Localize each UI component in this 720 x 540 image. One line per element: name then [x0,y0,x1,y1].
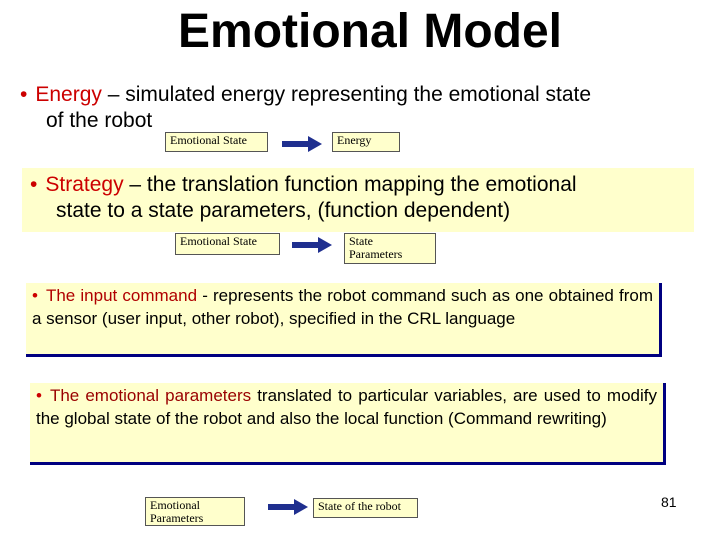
energy-keyword: Energy [35,83,102,106]
input-command-panel [26,283,662,357]
page-number: 81 [661,494,677,510]
energy-flow-from-box [165,132,268,152]
strategy-flow-to-label-line2: Parameters [349,247,403,261]
strategy-text-line1: – the translation function mapping the emotional [123,173,577,196]
input-command-text: - represents the robot command such as one obtained from a sensor (user input, other robot), specified in the CRL language [32,286,654,328]
energy-flow-to-label: Energy [337,133,372,147]
energy-bullet [20,82,710,134]
emotional-parameters-panel [30,383,666,465]
emotional-parameters-flow-from-line1: Emotional [150,498,200,512]
bullet-marker: • [20,83,28,106]
emotional-parameters-flow-to-box [313,498,418,518]
energy-flow-to-box [332,132,400,152]
emotional-parameters-text: translated to particular variables, are used to modify the global state of the robot and also the local function (Command rewriting) [36,386,657,428]
strategy-keyword: Strategy [45,173,124,196]
input-command-keyword: The input command [45,286,198,305]
strategy-flow-to-box [344,233,436,264]
energy-text-line1: – simulated energy representing the emotional state [101,83,592,106]
bullet-marker: • [32,286,38,305]
strategy-panel [22,168,694,232]
slide-title: Emotional Model [178,5,562,58]
strategy-flow-from-label: Emotional State [180,234,257,248]
strategy-flow-to-label-line1: State [349,234,373,248]
emotional-parameters-flow-from-box [145,497,245,526]
energy-flow-arrow-icon [282,136,322,152]
strategy-flow-from-box [175,233,280,255]
bullet-marker: • [30,173,38,196]
emotional-parameters-keyword: The emotional parameters [49,386,252,405]
strategy-flow-arrow-icon [292,237,332,253]
emotional-parameters-flow-from-line2: Parameters [150,511,204,525]
emotional-parameters-flow-arrow-icon [268,499,308,515]
energy-flow-from-label: Emotional State [170,133,247,147]
emotional-parameters-flow-to-label: State of the robot [318,499,401,513]
bullet-marker: • [36,386,42,405]
strategy-text-line2: state to a state parameters, (function dependent) [56,199,511,222]
energy-text-line2: of the robot [46,109,153,132]
